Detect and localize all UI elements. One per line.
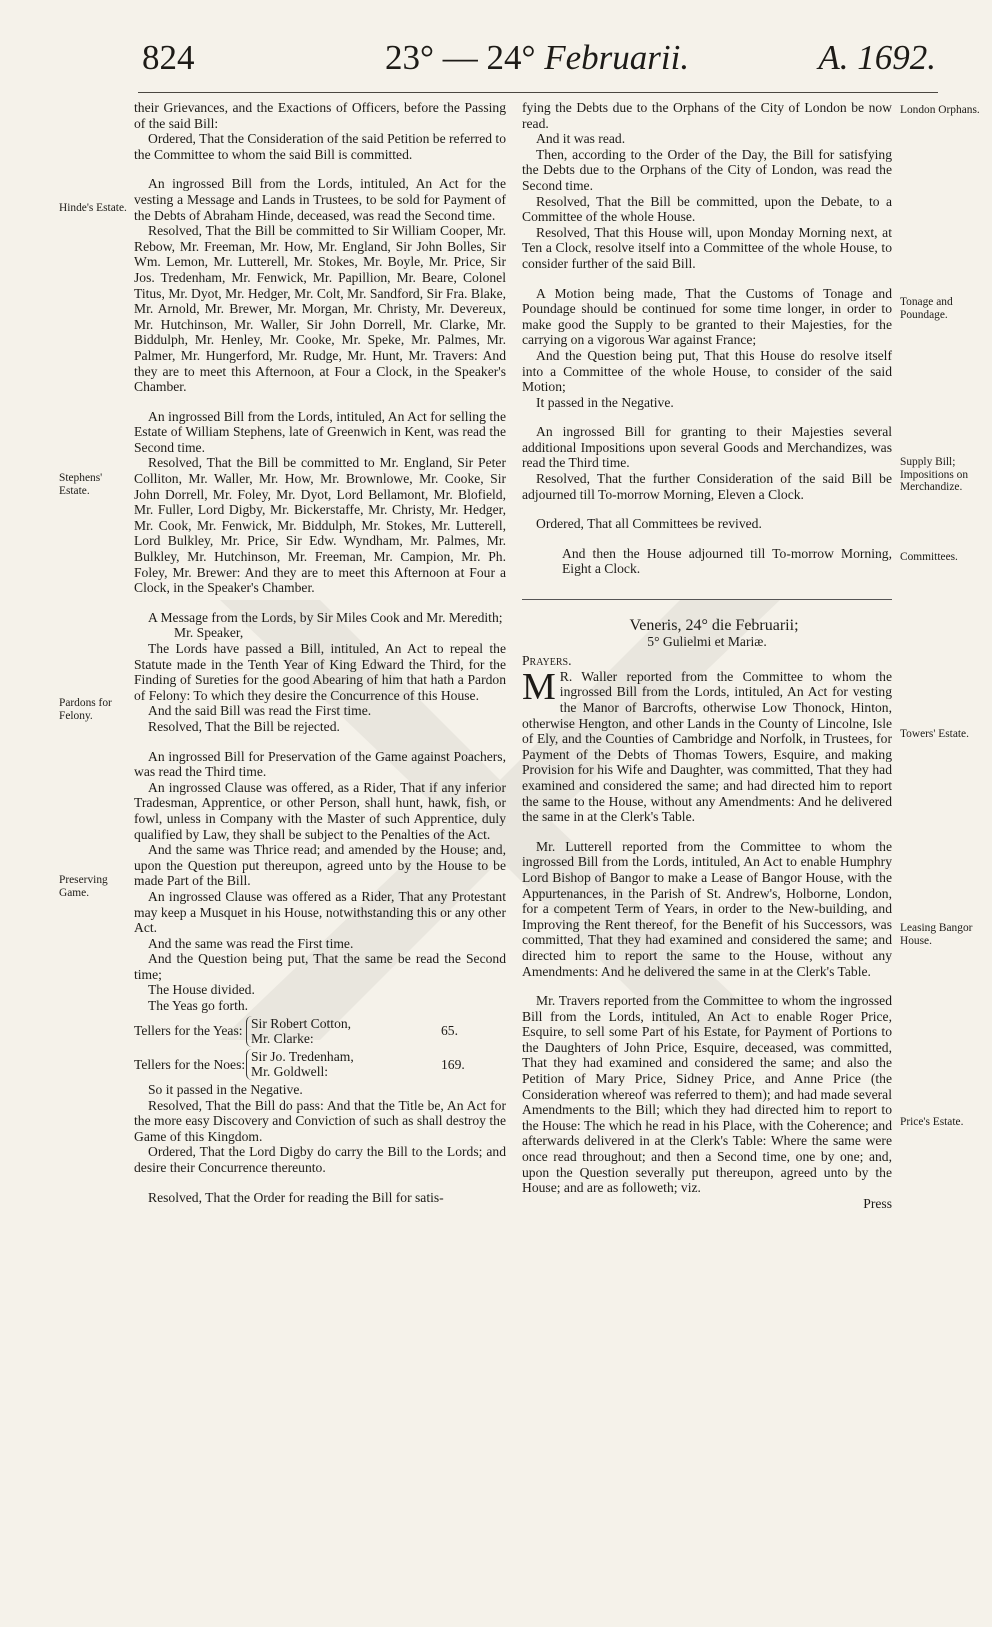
paragraph: Resolved, That the Order for reading the Bill for satis-: [148, 1189, 444, 1205]
paragraph: Resolved, That the further Consideration of the said Bill be adjourned till To-morrow Morning, Eleven a Clock.: [522, 471, 892, 502]
drop-cap: M: [522, 665, 556, 708]
margin-note-orphans: London Orphans.: [900, 104, 980, 116]
header-month: Februarii.: [544, 38, 690, 77]
paragraph: Mr. Travers reported from the Committee to whom the ingrossed Bill from the Lords, intituled, An Act to enable Roger Price, Esquire, to sell some Part of his Estate, for Payment of Portions to the Daughters of John Price, Esquire, deceased, was committed, That they had examined and considered the same; and also the Petition of Mary Price, Sidney Price, and Anne Price (the Consideration whereof was referred to them); and had made several Amendments to the Bill; which they had directed him to report to the House: The which he read in his Place, with the Coherence; and afterwards delivered in at the Clerk's Table: Where the same were once read throughout; and then a Second time, one by one; and, upon the Question severally put thereupon, agreed unto by the House; and are as followeth; viz.: [522, 993, 892, 1196]
left-column: [134, 100, 506, 1205]
paragraph: Ordered, That the Lord Digby do carry the Bill to the Lords; and desire their Concurrence thereunto.: [134, 1144, 506, 1175]
prayers-heading: Prayers.: [522, 653, 572, 669]
paragraph: And the same was read the First time.: [148, 935, 354, 951]
margin-note-game: Preserving Game.: [59, 874, 108, 899]
day-title: Veneris, 24° die Februarii;: [629, 617, 799, 635]
paragraph: An ingrossed Clause was offered as a Rider, That any Protestant may keep a Musquet in his House, notwithstanding this or any other Act.: [134, 888, 506, 936]
paragraph-text: R. Waller reported from the Committee to whom the ingrossed Bill from the Lords, intituled, An Act for vesting the Manor of Barcrofts, otherwise Low Thonock, Hinton, otherwise Hengton, and other Lands in the County of Lincolne, Isle of Ely, and the Counties of Cambridge and Norfolk, in Trustees, for Payment of the Debts of Thomas Towers, Esquire, and making Provision for his Wife and Daughter, was committed, That they had examined and considered the same; and had directed him to report the same to the House, without any Amendments: And he delivered the same in at the Clerk's Table.: [522, 668, 892, 825]
paragraph: Mr. Speaker,: [174, 625, 244, 641]
paragraph: And the said Bill was read the First time.: [148, 703, 372, 719]
tellers-count: 169.: [441, 1056, 465, 1072]
paragraph: their Grievances, and the Exactions of Officers, before the Passing of the said Bill:: [134, 100, 506, 131]
margin-note-committees: Committees.: [900, 551, 958, 563]
teller-name: Mr. Goldwell:: [251, 1064, 329, 1080]
tellers-noes: [134, 1049, 506, 1080]
teller-name: Sir Jo. Tredenham,: [251, 1048, 354, 1064]
paragraph: Resolved, That this House will, upon Monday Morning next, at Ten a Clock, resolve itself into a Committee of the whole House, to consider further of the said Bill.: [522, 224, 892, 271]
tellers-label: Tellers for the Yeas:: [134, 1023, 243, 1039]
paragraph: Resolved, That the Bill be committed to Sir William Cooper, Mr. Rebow, Mr. Freeman, Mr. How, Mr. England, Sir John Bolles, Sir Wm. Lemon, Mr. Lutterell, Mr. Stokes, Mr. Boyle, Mr. Price, Sir Jos. Tredenham, Mr. Fenwick, Mr. Papillion, Mr. Beare, Colonel Titus, Mr. Dyot, Mr. Hedger, Mr. Colt, Mr. Sandford, Sir Fra. Blake, Mr. Arnold, Mr. Brewer, Mr. Morgan, Mr. Christy, Mr. Devereux, Mr. Hutchinson, Mr. Waller, Sir John Dorrell, Mr. Clarke, Mr. Biddulph, Mr. Henley, Mr. Cooke, Mr. Speke, Mr. Palmes, Mr. Palmer, Mr. Hungerford, Mr. Rudge, Mr. Hunt, Mr. Travers: And they are to meet this Afternoon, at Four a Clock, in the Speaker's Chamber.: [134, 223, 506, 395]
paragraph: The Lords have passed a Bill, intituled, An Act to repeal the Statute made in the Tenth Year of King Edward the Third, for the Finding of Sureties for the good Abearing of him that hath a Pardon of Felony: To which they desire the Concurrence of this House.: [134, 641, 506, 703]
paragraph: A Message from the Lords, by Sir Miles Cook and Mr. Meredith;: [148, 609, 503, 625]
paragraph: Ordered, That the Consideration of the said Petition be referred to the Committee to whom the said Bill is committed.: [134, 131, 506, 162]
paragraph: An ingrossed Bill for Preservation of the Game against Poachers, was read the Third time.: [134, 748, 506, 780]
margin-note-supply: Supply Bill; Impositions on Merchandize.: [900, 456, 969, 494]
paragraph: So it passed in the Negative.: [148, 1082, 303, 1098]
header-year: A. 1692.: [818, 38, 936, 77]
catchword: Press: [863, 1195, 892, 1211]
paragraph: Then, according to the Order of the Day, the Bill for satisfying the Debts due to the Orphans of the City of London, was read the Second time.: [522, 146, 892, 193]
day-separator: [522, 599, 892, 600]
paragraph: And the same was Thrice read; and amended by the House; and, upon the Question put thereupon, agreed unto by the House to be made Part of the Bill.: [134, 842, 506, 889]
tellers-label: Tellers for the Noes:: [134, 1056, 246, 1072]
right-column: [522, 100, 892, 1211]
paragraph: Resolved, That the Bill do pass: And that the Title be, An Act for the more easy Discovery and Conviction of such as shall destroy the Game of this Kingdom.: [134, 1097, 506, 1144]
margin-note-price: Price's Estate.: [900, 1116, 964, 1128]
paragraph: An ingrossed Bill from the Lords, intituled, An Act for selling the Estate of William Stephens, late of Greenwich in Kent, was read the Second time.: [134, 408, 506, 455]
paragraph: Resolved, That the Bill be rejected.: [148, 718, 340, 734]
tellers-names: [246, 1049, 401, 1080]
paragraph: And the Question being put, That this House do resolve itself into a Committee of the whole House, to consider of the said Motion;: [522, 347, 892, 395]
paragraph: Mr. Lutterell reported from the Committee to whom the ingrossed Bill from the Lords, intituled, An Act to enable Humphry Lord Bishop of Bangor to make a Lease of Bangor House, with the Appurtenances, in the Parish of St. Andrew's, Holborne, London, for a competent Term of Years, in order to the New-building, and Improving the Rent thereof, for the Benefit of his Successors, was committed, That they had examined and considered the same; and directed him to report the same to the House, without any Amendments: And he delivered the same in at the Clerk's Table.: [522, 838, 892, 979]
margin-note-stephens: Stephens' Estate.: [59, 472, 103, 497]
margin-note-pardons: Pardons for Felony.: [59, 697, 112, 722]
header-dates: [385, 38, 689, 78]
paragraph: The Yeas go forth.: [148, 998, 249, 1014]
page-number: 824: [142, 38, 195, 77]
paragraph: And then the House adjourned till To-morrow Morning, Eight a Clock.: [562, 545, 892, 577]
paragraph: [522, 665, 892, 825]
paragraph: fying the Debts due to the Orphans of the City of London be now read.: [522, 100, 892, 131]
paragraph: A Motion being made, That the Customs of Tonage and Poundage should be continued for some time longer, in order to make good the Supply to be granted to their Majesties, for the carrying on a vigorous War against France;: [522, 285, 892, 348]
margin-note-bangor: Leasing Bangor House.: [900, 922, 973, 947]
margin-note-tonage: Tonage and Poundage.: [900, 296, 953, 321]
margin-note-towers: Towers' Estate.: [900, 728, 969, 740]
paragraph: It passed in the Negative.: [536, 394, 674, 410]
day-subtitle: 5° Gulielmi et Mariæ.: [647, 633, 767, 649]
paragraph: And the Question being put, That the same be read the Second time;: [134, 951, 506, 982]
header-day-range: 23° — 24°: [385, 38, 536, 77]
teller-name: Mr. Clarke:: [251, 1031, 314, 1047]
tellers-count: 65.: [441, 1023, 458, 1039]
paragraph: And it was read.: [536, 131, 626, 147]
teller-name: Sir Robert Cotton,: [251, 1015, 352, 1031]
tellers-names: [246, 1016, 401, 1047]
margin-note-hinde: Hinde's Estate.: [59, 202, 127, 214]
paragraph: Ordered, That all Committees be revived.: [536, 516, 762, 532]
paragraph: The House divided.: [148, 982, 255, 998]
paragraph: An ingrossed Bill from the Lords, intituled, An Act for the vesting a Message and Lands in Trustees, to be sold for Payment of the Debts of Abraham Hinde, deceased, was read the Second time.: [134, 176, 506, 223]
paragraph: Resolved, That the Bill be committed to Mr. England, Sir Peter Colliton, Mr. Waller, Mr. How, Mr. Brownlowe, Mr. Cooke, Sir John Dorrell, Mr. Foley, Mr. Dyot, Lord Bellamont, Mr. Blofield, Mr. Fuller, Lord Digby, Mr. Bickerstaffe, Mr. Christy, Mr. Hedger, Mr. Cook, Mr. Fenwick, Mr. Biddulph, Mr. Stokes, Mr. Lutterell, Lord Bulkley, Mr. Price, Sir Edw. Wyndham, Mr. Palmes, Mr. Bulkley, Mr. Hutchinson, Mr. Freeman, Mr. Campion, Mr. Ph. Foley, Mr. Brewer: And they are to meet this Afternoon at Four a Clock, in the Speaker's Chamber.: [134, 455, 506, 596]
paragraph: Resolved, That the Bill be committed, upon the Debate, to a Committee of the whole House.: [522, 193, 892, 225]
header-rule: [138, 92, 938, 93]
page-header: [0, 38, 992, 98]
paragraph: An ingrossed Bill for granting to their Majesties several additional Impositions upon several Goods and Merchandizes, was read the Third time.: [522, 424, 892, 471]
paragraph: An ingrossed Clause was offered, as a Rider, That if any inferior Tradesman, Apprentice, or other Person, shall hunt, hawk, fish, or fowl, unless in Company with the Master of such Apprentice, duly qualified by Law, they shall be subject to the Penalties of the Act.: [134, 779, 506, 842]
tellers-yeas: [134, 1016, 506, 1047]
